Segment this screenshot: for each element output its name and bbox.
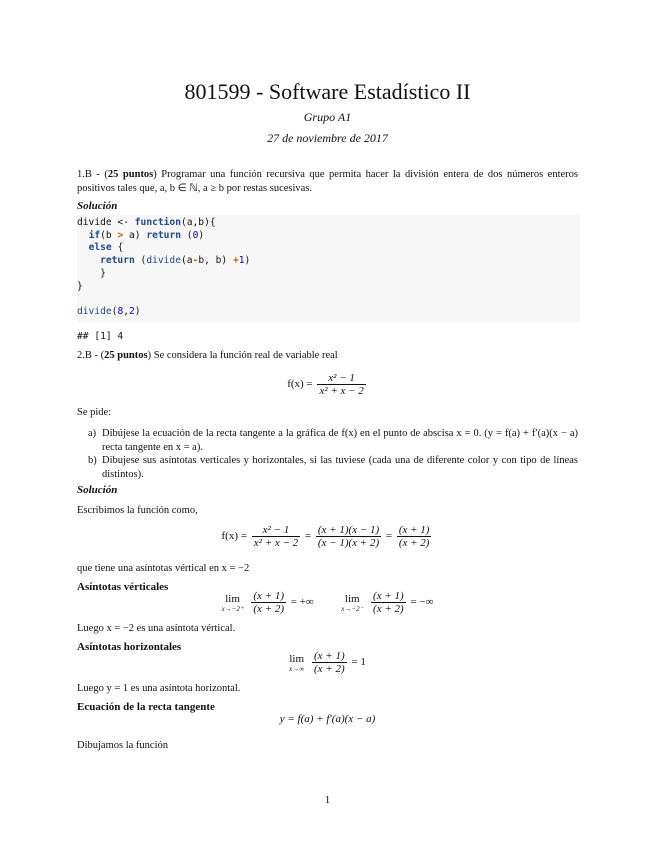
limits-vertical: lim x→−2⁺ $\frac{(x + 1)}{(x + 2)}$ = +∞ lim x→−2⁻ $\frac{(x + 1)}{(x + 2)}$ = −∞	[221, 590, 434, 615]
code-line-call: divide(8,2)	[77, 305, 141, 317]
lim-h-fraction: $\frac{(x + 1)}{(x + 2)}$	[314, 650, 345, 675]
q1-prefix: 1.B - (	[77, 169, 108, 180]
group-label: Grupo A1	[303, 110, 352, 124]
lim-1: lim x→−2⁺	[221, 592, 244, 613]
solution-heading-1: Solución	[77, 200, 118, 212]
page-number: 1	[324, 794, 331, 806]
lim-1-fraction: $\frac{(x + 1)}{(x + 2)}$	[253, 590, 284, 615]
q1-points: 25 puntos	[107, 169, 154, 180]
q2-points: 25 puntos	[104, 350, 148, 361]
code-line-5: }	[100, 267, 106, 279]
document-title: 801599 - Software Estadístico II	[184, 79, 471, 104]
q2-prefix: 2.B - (	[77, 350, 105, 361]
q1-text: ) Programar una función recursiva que permita hacer la división entera de dos números enteros positivos tales que, a, b ∈ ℕ, a ≥ b por restas sucesivas.	[77, 169, 578, 194]
limit-horizontal: lim x→∞ $\frac{(x + 1)}{(x + 2)}$ = 1	[289, 650, 366, 675]
lim-h: lim x→∞	[289, 652, 305, 673]
dibujamos-text: Dibujamos la función	[77, 740, 168, 751]
luego-horizontal-text: Luego y = 1 es una asíntota horizontal.	[77, 683, 241, 694]
code-output: ## [1] 4	[77, 331, 124, 342]
eq2-fraction-1: $\frac{\text{x² − 1}}{\text{x² + x − 2}}$	[253, 524, 299, 549]
task-list	[88, 427, 578, 481]
question-2	[77, 349, 578, 363]
eq2-fraction-3: $\frac{(x + 1)}{(x + 2)}$	[398, 524, 430, 549]
date-label: 27 de noviembre de 2017	[267, 131, 388, 145]
equation-simplified: f(x) = $\frac{\text{x² − 1}}{\text{x² + x − 2}}$ = $\frac{(x + 1)(x - 1)}{(x - 1)(x + 2)}$ = $\frac{(x + 1)}{(x + 2)}$	[221, 524, 430, 549]
code-block	[77, 215, 580, 322]
heading-horizontal-asymptotes: Asíntotas horizontales	[77, 641, 182, 653]
code-line-6: }	[77, 280, 83, 292]
code-line-1: divide <- function(a,b){	[77, 217, 216, 228]
asintota-text: que tiene una asíntotas vértical en x = −2	[77, 563, 250, 574]
equation-tangent: y = f(a) + f′(a)(x − a)	[279, 713, 376, 725]
se-pide-text: Se pide:	[77, 407, 112, 418]
lim-2: lim x→−2⁻	[341, 592, 364, 613]
escribimos-text: Escribimos la función como,	[77, 505, 198, 516]
solution-heading-2: Solución	[77, 484, 118, 496]
heading-vertical-asymptotes: Asíntotas vérticales	[77, 581, 169, 593]
task-item-a: a) Dibújese la ecuación de la recta tangente a la gráfica de f(x) en el punto de abscisa x = 0. (y = f(a) + f′(a)(x − a) recta tangente en x = a).	[88, 428, 578, 453]
code-line-2: if(b > a) return (0)	[88, 229, 205, 241]
equation-f	[0, 372, 655, 397]
eq1-fraction: $\frac{\text{x² − 1}}{\text{x² + x − 2}}$	[319, 372, 364, 397]
q2-text: ) Se considera la función real de variable real	[147, 350, 338, 361]
code-line-blank	[77, 293, 580, 306]
heading-tangent: Ecuación de la recta tangente	[77, 701, 215, 713]
question-1	[77, 168, 578, 195]
code-line-3: else {	[88, 242, 124, 254]
eq1-lhs: f(x) =	[287, 378, 313, 391]
code-line-4: return (divide(a-b, b) +1)	[100, 255, 251, 267]
task-item-b: b) Dibujese sus asíntotas verticales y horizontales, si las tuviese (cada una de diferente color y con tipo de líneas distintos).	[88, 455, 578, 480]
lim-2-fraction: $\frac{(x + 1)}{(x + 2)}$	[373, 590, 404, 615]
luego-vertical-text: Luego x = −2 es una asíntota vértical.	[77, 623, 236, 634]
eq2-fraction-2: $\frac{(x + 1)(x - 1)}{(x - 1)(x + 2)}$	[317, 524, 380, 549]
